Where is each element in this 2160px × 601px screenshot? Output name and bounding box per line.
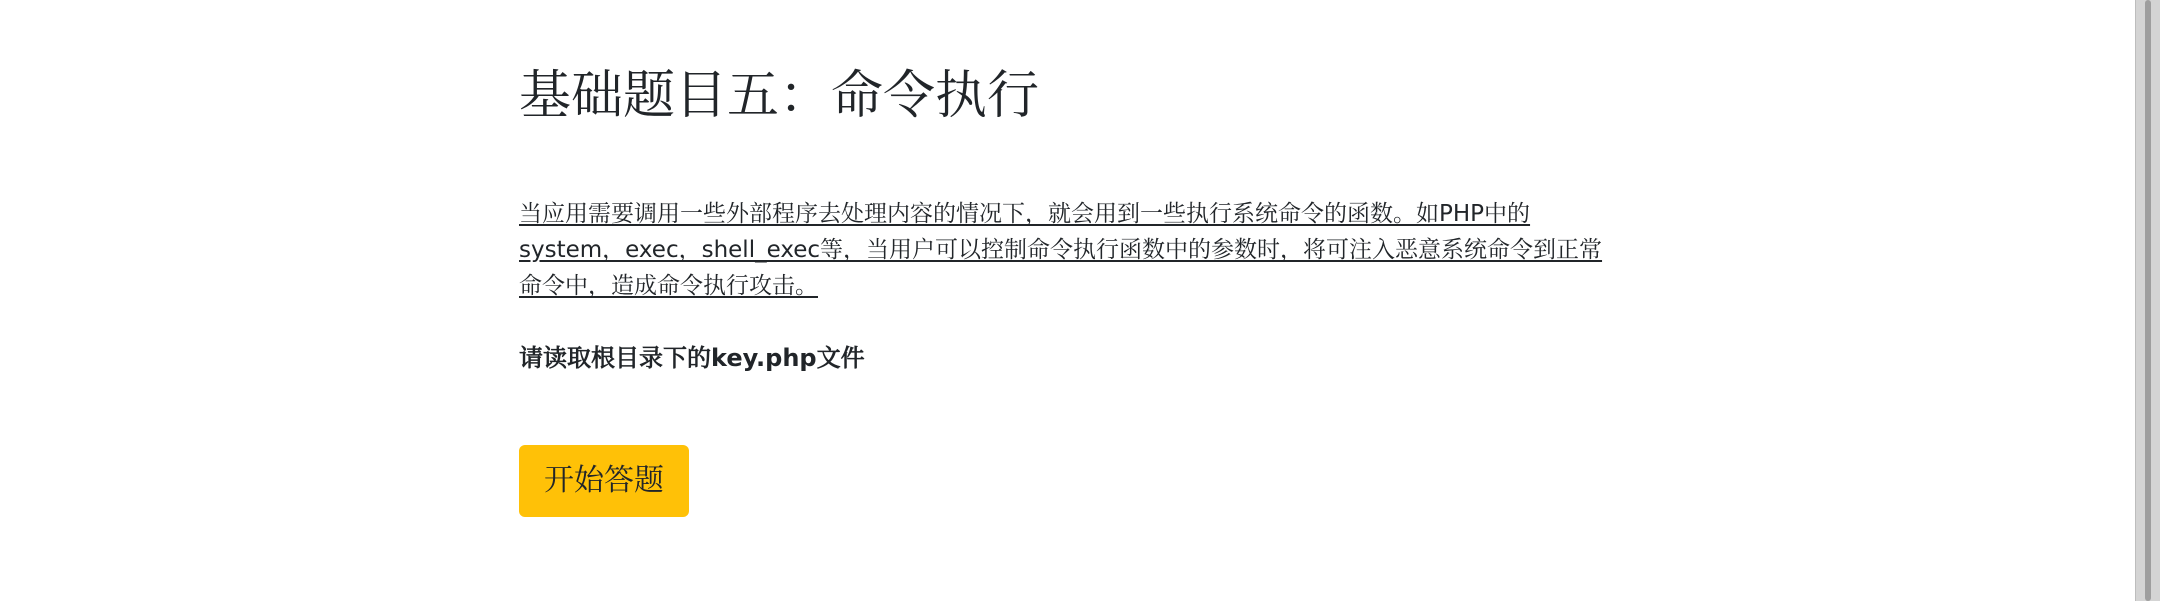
- task-instruction: 请读取根目录下的key.php文件: [519, 344, 865, 372]
- page-title: 基础题目五：命令执行: [519, 66, 1040, 126]
- challenge-description: 当应用需要调用一些外部程序去处理内容的情况下，就会用到一些执行系统命令的函数。如PHP中的system，exec，shell_exec等，当用户可以控制命令执行函数中的参数时，将可注入恶意系统命令到正常命令中，造成命令执行攻击。: [519, 201, 1603, 299]
- scrollbar-thumb[interactable]: [2145, 0, 2151, 601]
- vertical-scrollbar[interactable]: [2135, 0, 2160, 601]
- start-answer-button[interactable]: 开始答题: [519, 445, 689, 517]
